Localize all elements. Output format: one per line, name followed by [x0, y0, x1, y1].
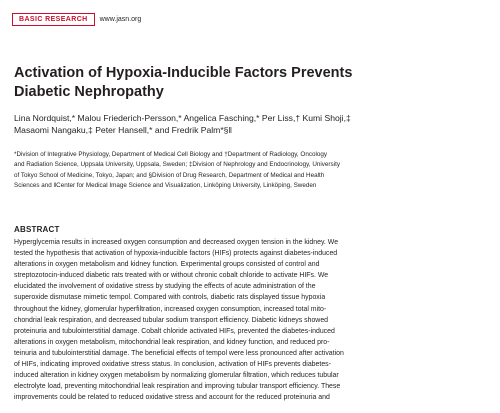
abstract-line: Hyperglycemia results in increased oxygen consumption and decreased oxygen tension in the kidney. We	[14, 239, 339, 246]
abstract-line: of HIFs, indicating improved oxidative stress status. In conclusion, activation of HIFs prevents diabetes-	[14, 361, 331, 369]
affiliation-line: of Tokyo School of Medicine, Tokyo, Japan; and §Division of Drug Research, Department of Medical and Health	[14, 171, 325, 179]
author-list	[14, 112, 484, 136]
title-line: Diabetic Nephropathy	[14, 84, 164, 100]
section-badge: BASIC RESEARCH	[12, 13, 95, 26]
abstract-line: superoxide dismutase mimetic tempol. Compared with controls, diabetic rats displayed tissue hypoxia	[14, 294, 326, 302]
article-title	[14, 64, 484, 102]
abstract-line: throughout the kidney, glomerular hyperfiltration, increased oxygen consumption, increased total mito-	[14, 305, 327, 313]
abstract-line: elucidated the involvement of oxidative stress by studying the effects of acute administration of the	[14, 283, 316, 291]
abstract-body	[14, 237, 496, 403]
abstract-line: tested the hypothesis that activation of hypoxia-inducible factors (HIFs) protects against diabetes-induced	[14, 250, 338, 258]
affiliation-line: and Radiation Science, Uppsala University, Uppsala, Sweden; ‡Division of Nephrology and Endocrinology, University	[14, 161, 340, 169]
journal-url[interactable]: www.jasn.org	[99, 15, 142, 23]
abstract-line: alterations in oxygen metabolism and kidney function. Experimental groups consisted of control and	[14, 261, 320, 269]
author-line: Lina Nordquist,* Malou Friederich-Persson,* Angelica Fasching,* Per Liss,† Kumi Shoji,‡	[14, 113, 351, 123]
abstract-line: streptozotocin-induced diabetic rats treated with or without chronic cobalt chloride to activate HIFs. We	[14, 272, 329, 280]
affiliation-line: *Division of Integrative Physiology, Department of Medical Cell Biology and †Department of Radiology, Oncology	[14, 151, 328, 158]
abstract-heading: ABSTRACT	[14, 225, 60, 234]
abstract-line: electrolyte load, preventing mitochondrial leak respiration and improving tubular transport efficiency. These	[14, 383, 341, 391]
abstract-line: induced alteration in kidney oxygen metabolism by normalizing glomerular filtration, which reduces tubular	[14, 372, 339, 380]
abstract-line: alterations in oxygen metabolism, mitochondrial leak respiration, and kidney function, and reduced pro-	[14, 338, 330, 346]
title-line: Activation of Hypoxia-Inducible Factors Prevents	[14, 65, 353, 81]
affiliations	[14, 150, 494, 192]
affiliation-line: Sciences and ‖Center for Medical Image Science and Visualization, Linköping University, Linköping, Sweden	[14, 182, 317, 190]
article-header	[12, 12, 141, 26]
abstract-line: improvements could be related to reduced oxidative stress and account for the reduced proteinuria and	[14, 394, 330, 402]
abstract-line: teinuria and tubulointerstitial damage. The beneficial effects of tempol were less pronounced after activation	[14, 349, 344, 357]
author-line: Masaomi Nangaku,‡ Peter Hansell,* and Fredrik Palm*§‖	[14, 125, 233, 135]
abstract-line: chondrial leak respiration, and decreased tubular sodium transport efficiency. Diabetic kidneys showed	[14, 316, 329, 324]
abstract-line: proteinuria and tubulointerstitial damage. Cobalt chloride activated HIFs, prevented the diabetes-induced	[14, 327, 335, 335]
